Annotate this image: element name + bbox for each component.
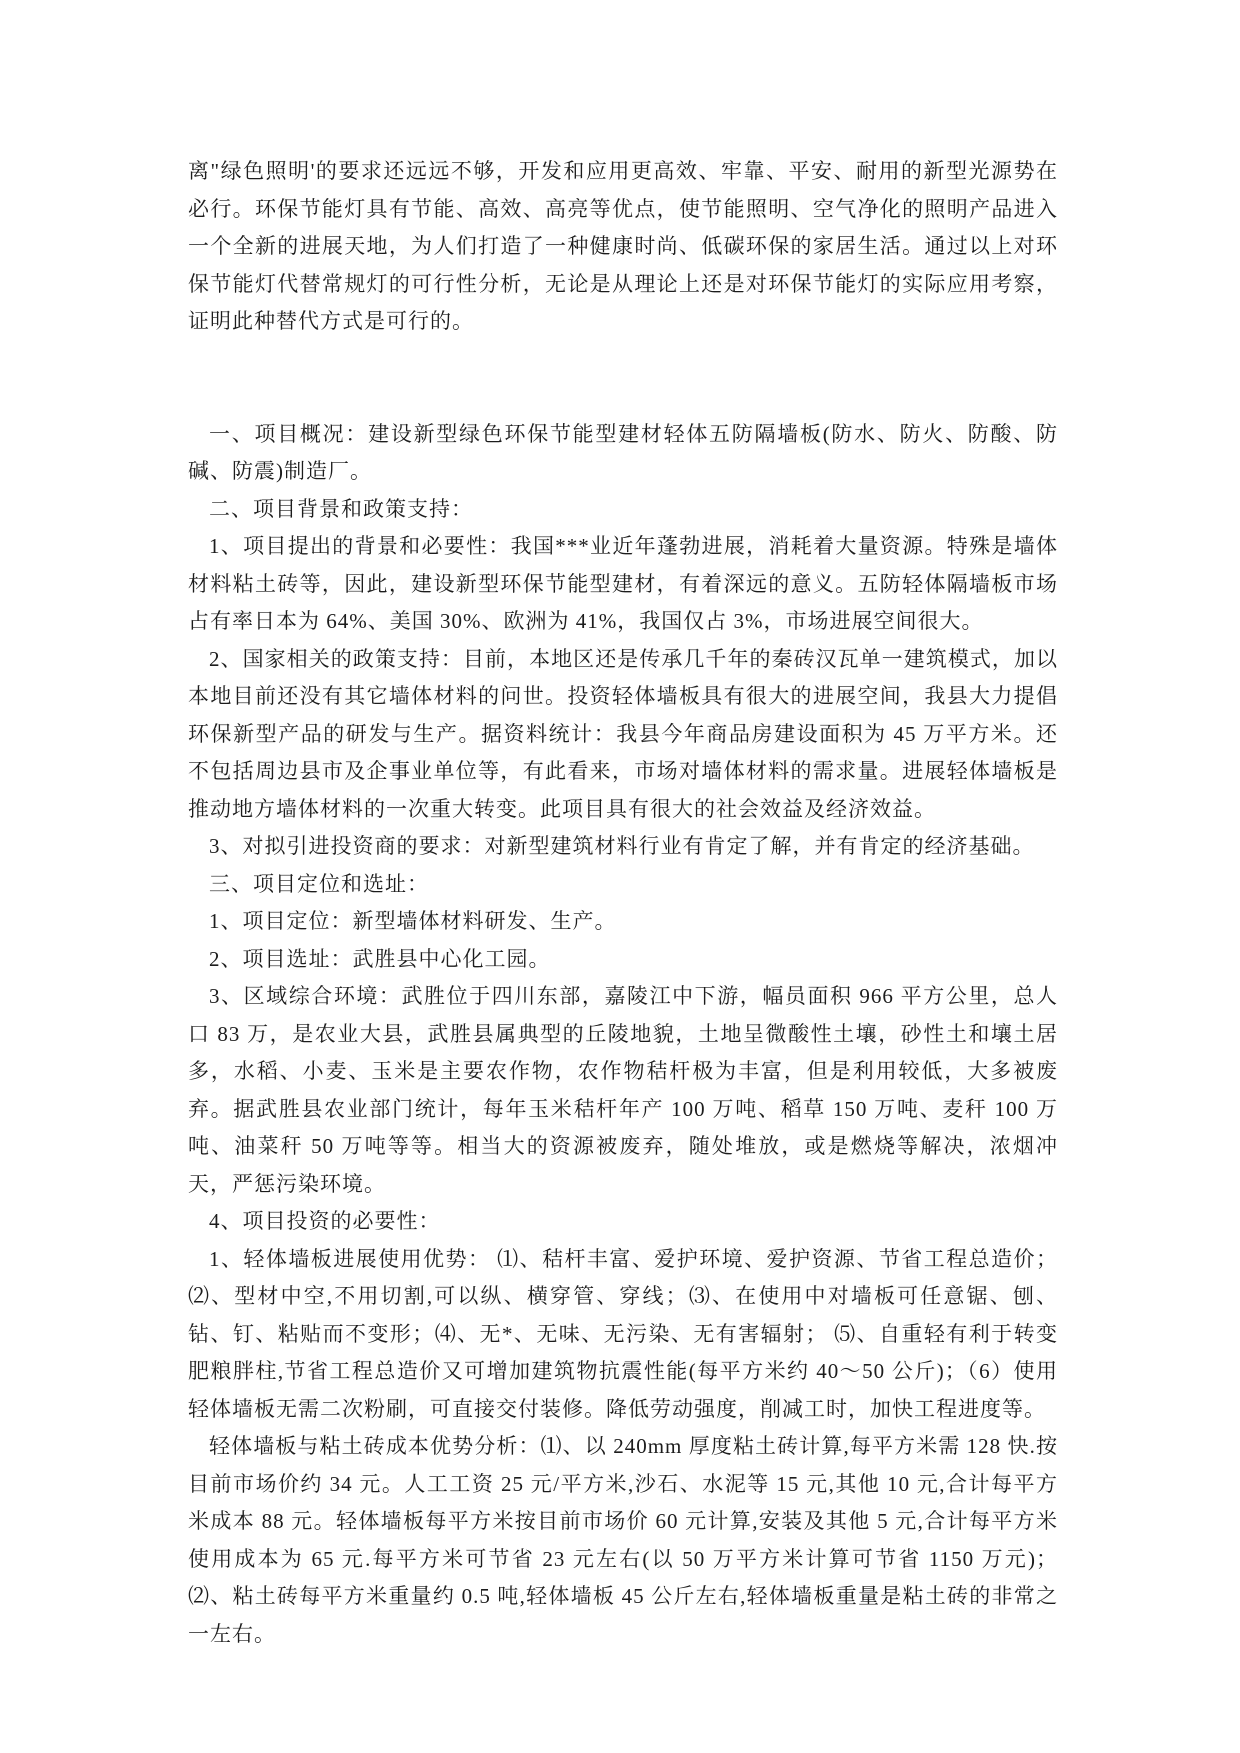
heading-section4-investment-necessity: 4、项目投资的必要性： — [209, 1209, 441, 1233]
paragraph-regional-environment: 3、区域综合环境：武胜位于四川东部，嘉陵江中下游，幅员面积 966 平方公里，总人口 83 万，是农业大县，武胜县属典型的丘陵地貌，土地呈微酸性土壤，砂性土和壤土居多，水稻、小麦、玉米是主要农作物，农作物秸杆极为丰富，但是利用较低，大多被废弃。据武胜县农业部门统计，每年玉米秸杆年产 100 万吨、稻草 150 万吨、麦秆 100 万吨、油菜秆 50 万吨等等。相当大的资源被废弃，随处堆放，或是燃烧等解决，浓烟冲天，严惩污染环境。 — [188, 984, 1058, 1196]
paragraph-project-positioning: 1、项目定位：新型墙体材料研发、生产。 — [209, 909, 617, 933]
heading-section2-background-policy: 二、项目背景和政策支持： — [209, 496, 473, 521]
paragraph-intro-lighting-conclusion: 离"绿色照明'的要求还远远不够，开发和应用更高效、牢靠、平安、耐用的新型光源势在必行。环保节能灯具有节能、高效、高亮等优点，使节能照明、空气净化的照明产品进入一个全新的进展天地，为人们打造了一种健康时尚、低碳环保的家居生活。通过以上对环保节能灯代替常规灯的可行性分析，无论是从理论上还是对环保节能灯的实际应用考察，证明此种替代方式是可行的。 — [188, 159, 1058, 333]
paragraph-investor-requirements: 3、对拟引进投资商的要求：对新型建筑材料行业有肯定了解，并有肯定的经济基础。 — [209, 834, 1035, 858]
paragraph-project-site: 2、项目选址：武胜县中心化工园。 — [209, 946, 551, 971]
paragraph-background-necessity: 1、项目提出的背景和必要性：我国***业近年蓬勃进展，消耗着大量资源。特殊是墙体材料粘土砖等，因此，建设新型环保节能型建材，有着深远的意义。五防轻体隔墙板市场占有率日本为 64%、美国 30%、欧洲为 41%，我国仅占 3%，市场进展空间很大。 — [188, 534, 1058, 633]
heading-section3-positioning-site: 三、项目定位和选址： — [209, 871, 429, 896]
paragraph-cost-comparison: 轻体墙板与粘土砖成本优势分析：⑴、以 240mm 厚度粘土砖计算,每平方米需 128 快.按目前市场价约 34 元。人工工资 25 元/平方米,沙石、水泥等 15 元,其他 10 元,合计每平方米成本 88 元。轻体墙板每平方米按目前市场价 60 元计算,安装及其他 5 元,合计每平方米使用成本为 65 元.每平方米可节省 23 元左右(以 50 万平方米计算可节省 1150 万元)； ⑵、粘土砖每平方米重量约 0.5 吨,轻体墙板 45 公斤左右,轻体墙板重量是粘土砖的非常之一左右。 — [188, 1434, 1058, 1646]
paragraph-policy-support: 2、国家相关的政策支持：目前，本地区还是传承几千年的秦砖汉瓦单一建筑模式，加以本地目前还没有其它墙体材料的问世。投资轻体墙板具有很大的进展空间，我县大力提倡环保新型产品的研发与生产。据资料统计：我县今年商品房建设面积为 45 万平方米。还不包括周边县市及企事业单位等，有此看来，市场对墙体材料的需求量。进展轻体墙板是推动地方墙体材料的一次重大转变。此项目具有很大的社会效益及经济效益。 — [188, 646, 1058, 821]
paragraph-section1-project-overview: 一、项目概况：建设新型绿色环保节能型建材轻体五防隔墙板(防水、防火、防酸、防碱、防震)制造厂。 — [188, 421, 1058, 483]
document-content — [188, 153, 1058, 1653]
paragraph-wall-panel-advantages: 1、轻体墙板进展使用优势： ⑴、秸杆丰富、爱护环境、爱护资源、节省工程总造价；⑵、型材中空,不用切割,可以纵、横穿管、穿线；⑶、在使用中对墙板可任意锯、刨、钻、钉、粘贴而不变形；⑷、无*、无味、无污染、无有害辐射； ⑸、自重轻有利于转变肥粮胖柱,节省工程总造价又可增加建筑物抗震性能(每平方米约 40～50 公斤)；（6）使用轻体墙板无需二次粉刷，可直接交付装修。降低劳动强度，削减工时，加快工程进度等。 — [188, 1246, 1058, 1421]
project-proposal-body — [188, 416, 1058, 1654]
